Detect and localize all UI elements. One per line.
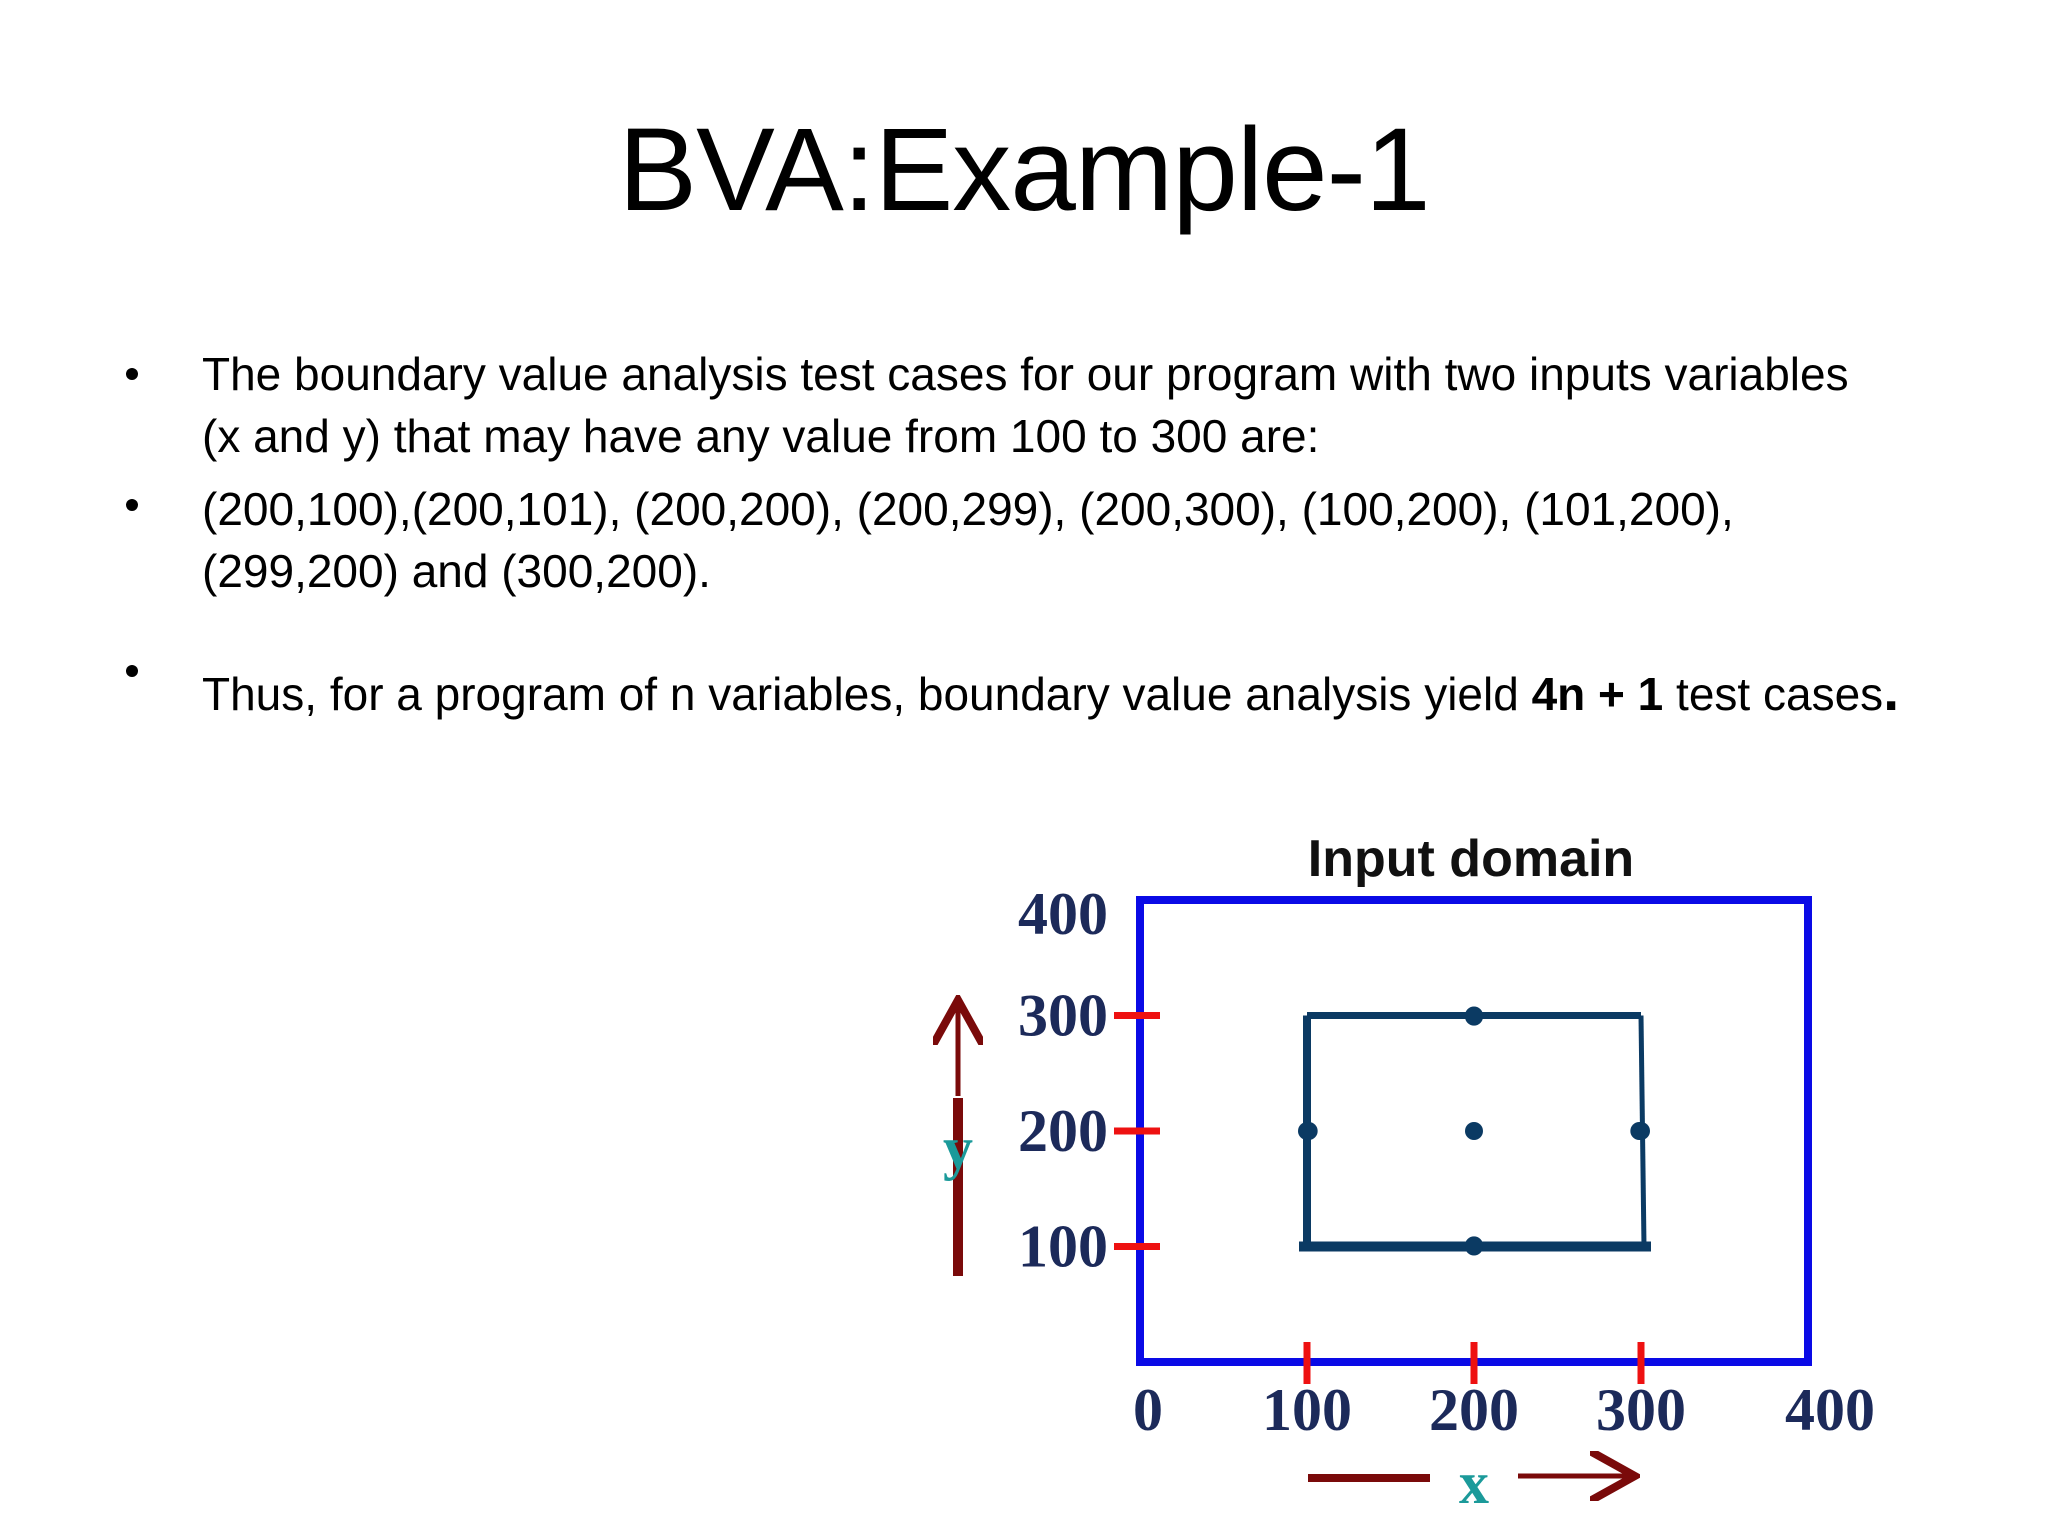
bullet-3-pre: Thus, for a program of n variables, boundary value analysis yield bbox=[202, 668, 1532, 720]
y-tick-label-300: 300 bbox=[1018, 982, 1108, 1049]
x-axis-label: x bbox=[1459, 1450, 1489, 1516]
x-tick-label-400: 400 bbox=[1785, 1377, 1875, 1443]
bullet-3-end: . bbox=[1883, 658, 1900, 723]
y-axis-label: y bbox=[943, 1115, 973, 1181]
x-tick-label-0: 0 bbox=[1133, 1377, 1163, 1443]
bullet-3-post: test cases bbox=[1663, 668, 1884, 720]
y-tick-label-200: 200 bbox=[1018, 1098, 1108, 1164]
bullet-3-formula: 4n + 1 bbox=[1531, 668, 1664, 720]
test-point-200-300 bbox=[1465, 1007, 1483, 1025]
slide-title: BVA:Example-1 bbox=[618, 104, 1430, 236]
y-tick-label-400: 400 bbox=[1018, 881, 1108, 947]
bullet-1-line-2: (x and y) that may have any value from 100 to 300 are: bbox=[202, 410, 1320, 462]
bullet-2-line-1: (200,100),(200,101), (200,200), (200,299), (200,300), (100,200), (101,200), bbox=[202, 483, 1734, 535]
test-point-101-200 bbox=[1300, 1122, 1318, 1140]
bullet-1-line-1: The boundary value analysis test cases for our program with two inputs variables bbox=[202, 348, 1849, 400]
x-tick-label-100: 100 bbox=[1262, 1377, 1352, 1443]
x-tick-label-200: 200 bbox=[1429, 1377, 1519, 1443]
test-point-300-200 bbox=[1632, 1122, 1650, 1140]
y-tick-label-100: 100 bbox=[1018, 1213, 1108, 1280]
x-tick-label-300: 300 bbox=[1596, 1377, 1686, 1443]
test-point-200-200 bbox=[1465, 1122, 1483, 1140]
diagram-title: Input domain bbox=[1307, 830, 1635, 888]
test-point-200-101 bbox=[1465, 1236, 1483, 1254]
bullet-2-line-2: (299,200) and (300,200). bbox=[202, 545, 711, 597]
